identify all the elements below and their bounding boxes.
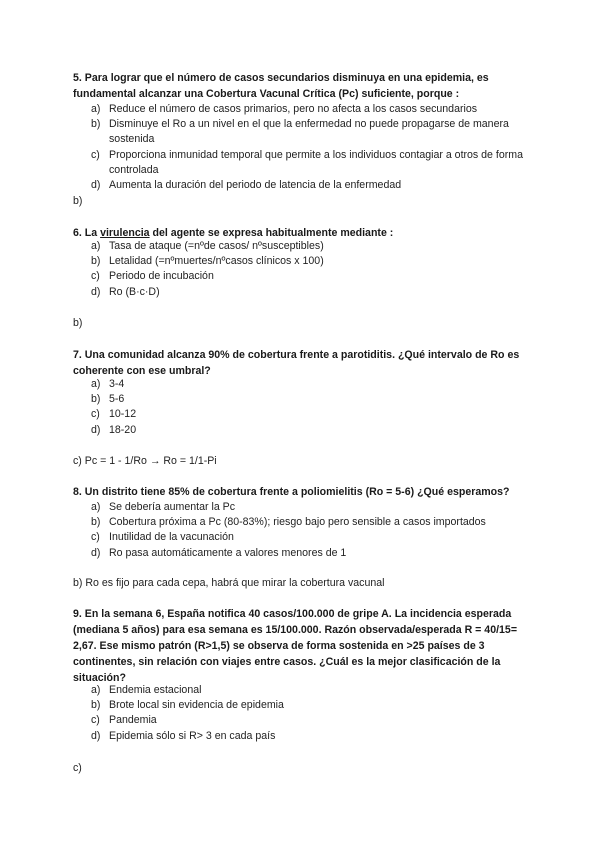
question-9-title: 9. En la semana 6, España notifica 40 casos/100.000 de gripe A. La incidencia esperada (mediana 5 años) para esa semana es 15/100.000. Razón observada/esperada R = 40/15= 2,67. Ese mismo patrón (R>1,5) se observa de forma sostenida en >25 países de 3 continentes, sin relación con viajes entre casos. ¿Cuál es la mejor clasificación de la situación? <box>73 608 518 684</box>
question-8-options <box>91 500 531 561</box>
question-7-options <box>91 377 531 438</box>
question-9-options <box>91 683 531 744</box>
option: b) Letalidad (=nºmuertes/nºcasos clínicos x 100) <box>91 255 324 268</box>
option: a) Tasa de ataque (=nºde casos/ nºsusceptibles) <box>91 240 324 252</box>
question-6-options <box>91 239 531 300</box>
question-5-title: 5. Para lograr que el número de casos secundarios disminuya en una epidemia, es fundamental alcanzar una Cobertura Vacunal Crítica (Pc) suficiente, porque : <box>73 72 489 100</box>
question-8-answer: b) Ro es fijo para cada cepa, habrá que mirar la cobertura vacunal <box>73 577 385 589</box>
option: c) Periodo de incubación <box>91 270 214 283</box>
option: a) Reduce el número de casos primarios, pero no afecta a los casos secundarios <box>91 103 478 115</box>
option: c) Pandemia <box>91 714 157 727</box>
question-7-title: 7. Una comunidad alcanza 90% de cobertura frente a parotiditis. ¿Qué intervalo de Ro es coherente con ese umbral? <box>73 349 520 377</box>
question-6-title: 6. La virulencia del agente se expresa habitualmente mediante : <box>73 227 394 239</box>
option: d) Aumenta la duración del periodo de latencia de la enfermedad <box>91 179 402 192</box>
option: b) Disminuye el Ro a un nivel en el que la enfermedad no puede propagarse de manera sostenida <box>91 118 509 146</box>
question-5-options <box>91 102 531 193</box>
question-8-title: 8. Un distrito tiene 85% de cobertura frente a poliomielitis (Ro = 5-6) ¿Qué esperamos? <box>73 486 510 498</box>
option: b) Cobertura próxima a Pc (80-83%); riesgo bajo pero sensible a casos importados <box>91 516 486 529</box>
option: c) 10-12 <box>91 408 137 421</box>
option: d) Ro (B·c·D) <box>91 285 160 298</box>
question-7-answer: c) Pc = 1 - 1/Ro → Ro = 1/1-Pi <box>73 455 217 467</box>
option: b) Brote local sin evidencia de epidemia <box>91 699 284 712</box>
option: a) Endemia estacional <box>91 684 202 696</box>
question-5-answer: b) <box>73 195 83 207</box>
question-9-answer: c) <box>73 762 82 774</box>
option: d) Ro pasa automáticamente a valores menores de 1 <box>91 546 347 559</box>
option: c) Inutilidad de la vacunación <box>91 531 234 544</box>
question-6-answer: b) <box>73 317 83 329</box>
option: c) Proporciona inmunidad temporal que permite a los individuos contagiar a otros de forma controlada <box>91 148 523 176</box>
option: a) Se debería aumentar la Pc <box>91 501 236 513</box>
option: d) Epidemia sólo si R> 3 en cada país <box>91 729 276 742</box>
option: b) 5-6 <box>91 393 125 406</box>
option: a) 3-4 <box>91 378 125 390</box>
option: d) 18-20 <box>91 423 137 436</box>
